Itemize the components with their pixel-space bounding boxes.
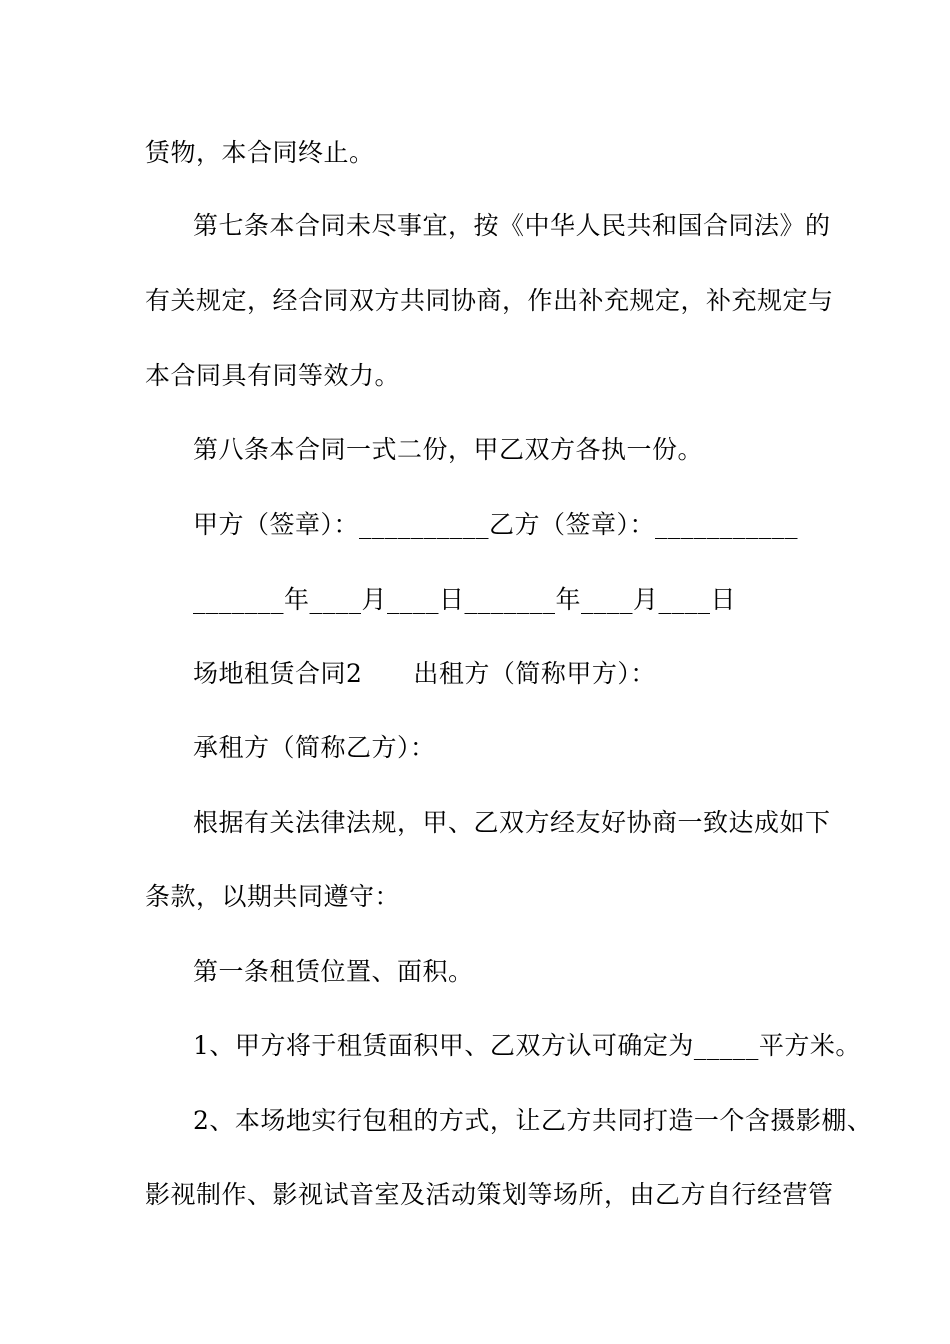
text-line: 1、甲方将于租赁面积甲、乙双方认可确定为_____平方米。: [193, 1031, 861, 1060]
text-line: 有关规定，经合同双方共同协商，作出补充规定，补充规定与: [145, 286, 834, 315]
text-line: 第一条租赁位置、面积。: [193, 957, 474, 986]
contract-title-line: 场地租赁合同2 出租方（简称甲方）：: [193, 659, 656, 688]
signature-line: 甲方（签章）：__________乙方（签章）：___________: [193, 510, 799, 539]
text-line: 条款，以期共同遵守：: [145, 882, 401, 911]
text-line: 第七条本合同未尽事宜，按《中华人民共和国合同法》的: [193, 211, 831, 240]
text-line: 承租方（简称乙方）：: [193, 733, 436, 762]
text-line: 赁物，本合同终止。: [145, 138, 375, 167]
text-line: 2、本场地实行包租的方式，让乙方共同打造一个含摄影棚、: [193, 1106, 873, 1135]
text-line: 本合同具有同等效力。: [145, 361, 401, 390]
text-line: 第八条本合同一式二份，甲乙双方各执一份。: [193, 435, 704, 464]
date-line: _______年____月____日_______年____月____日: [193, 585, 737, 614]
text-line: 根据有关法律法规，甲、乙双方经友好协商一致达成如下: [193, 808, 831, 837]
text-line: 影视制作、影视试音室及活动策划等场所，由乙方自行经营管: [145, 1180, 834, 1209]
